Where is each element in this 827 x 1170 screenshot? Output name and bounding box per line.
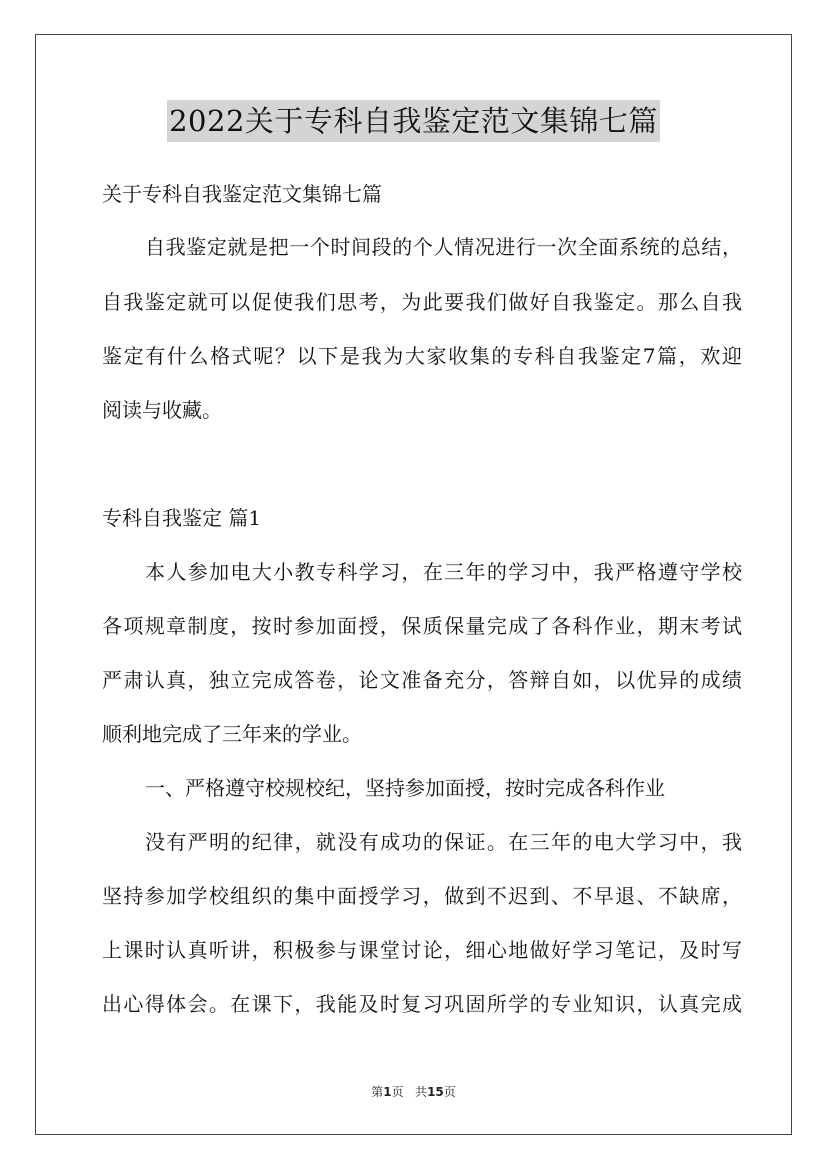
paragraph-line: 坚持参加学校组织的集中面授学习，做到不迟到、不早退、不缺席， [102,884,742,908]
footer-page-number: 1 [383,1085,392,1099]
paragraph-line: 顺利地完成了三年来的学业。 [102,722,362,746]
paragraph-line: 严肃认真，独立完成答卷，论文准备充分，答辩自如，以优异的成绩 [102,668,742,692]
intro-line: 自我鉴定就可以促使我们思考，为此要我们做好自我鉴定。那么自我 [102,290,742,314]
paragraph-line: 本人参加电大小教专科学习，在三年的学习中，我严格遵守学校 [145,560,742,584]
intro-line: 鉴定有什么格式呢？以下是我为大家收集的专科自我鉴定7篇，欢迎 [102,344,742,368]
footer-page-suffix: 页 [391,1085,404,1099]
point-heading: 一、严格遵守校规校纪，坚持参加面授，按时完成各科作业 [145,776,665,800]
footer-page-prefix: 第 [371,1085,384,1099]
section-heading: 专科自我鉴定 篇1 [102,506,262,530]
footer-total-pages: 15 [427,1085,444,1099]
document-subtitle: 关于专科自我鉴定范文集锦七篇 [102,182,382,206]
paragraph-line: 出心得体会。在课下，我能及时复习巩固所学的专业知识，认真完成 [102,992,742,1016]
footer-total-prefix: 共 [415,1085,428,1099]
paragraph-line: 上课时认真听讲，积极参与课堂讨论，细心地做好学习笔记，及时写 [102,938,742,962]
footer-total-suffix: 页 [443,1085,456,1099]
intro-line: 自我鉴定就是把一个时间段的个人情况进行一次全面系统的总结， [145,235,742,259]
page-footer [0,1084,827,1100]
intro-line: 阅读与收藏。 [102,398,222,422]
document-title-text: 2022关于专科自我鉴定范文集锦七篇 [167,100,660,142]
paragraph-line: 各项规章制度，按时参加面授，保质保量完成了各科作业，期末考试 [102,614,742,638]
document-title [0,100,827,142]
paragraph-line: 没有严明的纪律，就没有成功的保证。在三年的电大学习中，我 [145,830,742,854]
